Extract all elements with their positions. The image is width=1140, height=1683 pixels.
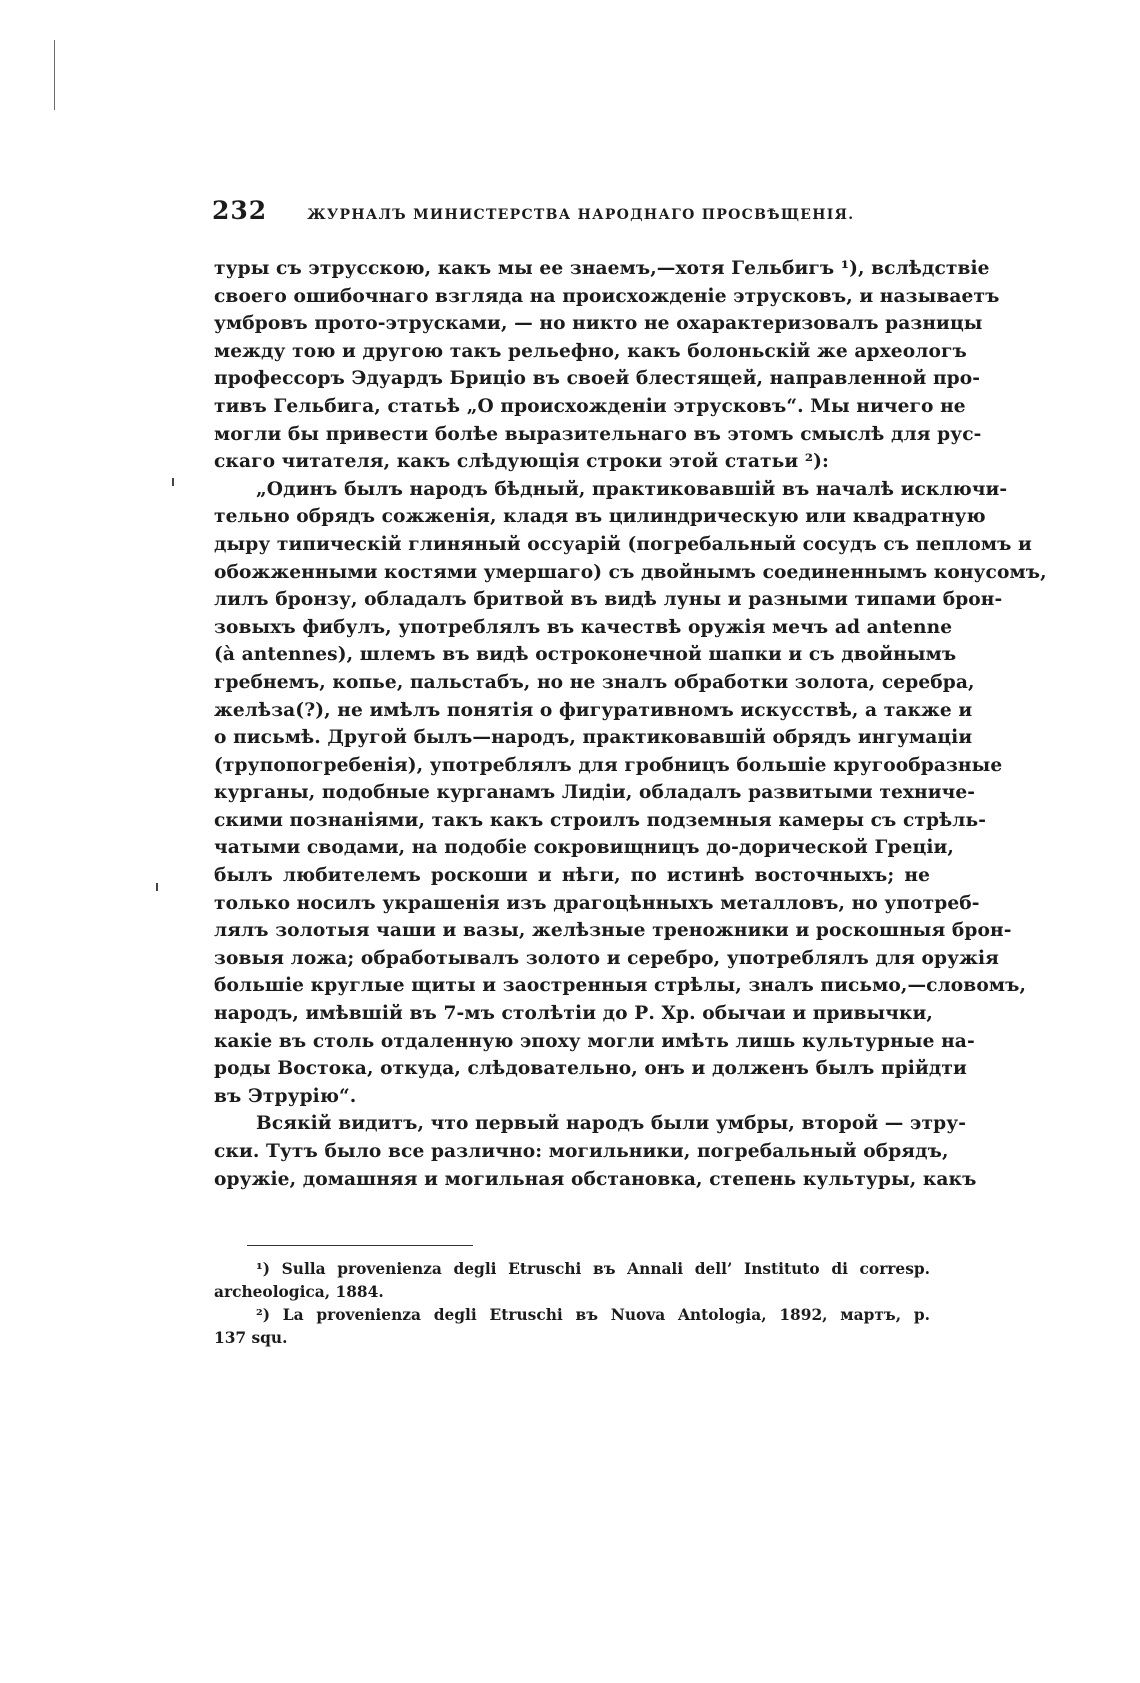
margin-mark bbox=[172, 478, 174, 486]
page-number: 232 bbox=[212, 196, 268, 225]
text-line: роды Востока, откуда, слѣдовательно, онъ и долженъ былъ прійдти bbox=[214, 1058, 967, 1080]
footnote-separator bbox=[247, 1245, 473, 1246]
text-line: своего ошибочнаго взгляда на происхожденіе этрусковъ, и называетъ bbox=[214, 285, 1000, 307]
text-line: курганы, подобные курганамъ Лидіи, обладалъ развитыми техниче- bbox=[214, 782, 976, 804]
text-line: какіе въ столь отдаленную эпоху могли имѣть лишь культурные на- bbox=[214, 1030, 975, 1052]
text-line: Всякій видитъ, что первый народъ были умбры, второй — этру- bbox=[256, 1113, 967, 1135]
page-header bbox=[212, 196, 920, 236]
text-line: тельно обрядъ сожженія, кладя въ цилиндрическую или квадратную bbox=[214, 506, 986, 528]
text-line: большіе круглые щиты и заостренныя стрѣлы, зналъ письмо,—словомъ, bbox=[214, 975, 1027, 997]
text-line: лялъ золотыя чаши и вазы, желѣзные треножники и роскошныя брон- bbox=[214, 920, 1012, 942]
text-line: „Одинъ былъ народъ бѣдный, практиковавшій въ началѣ исключи- bbox=[256, 478, 1008, 500]
text-line: обожженными костями умершаго) съ двойнымъ соединеннымъ конусомъ, bbox=[214, 561, 1047, 583]
text-line: былъ любителемъ роскоши и нѣги, по истинѣ восточныхъ; не bbox=[214, 865, 930, 887]
text-line: дыру типическій глиняный оссуарій (погребальный сосудъ съ пепломъ и bbox=[214, 533, 1032, 555]
text-line: лилъ бронзу, обладалъ бритвой въ видѣ луны и разными типами брон- bbox=[214, 589, 1003, 611]
text-line: только носилъ украшенія изъ драгоцѣнныхъ металловъ, но употреб- bbox=[214, 892, 980, 914]
footnote-line: ¹) Sulla provenienza degli Etruschi въ Annali dell’ Instituto di corresp. bbox=[256, 1260, 930, 1278]
text-line: туры съ этрусскою, какъ мы ее знаемъ,—хотя Гельбигъ ¹), вслѣдствіе bbox=[214, 258, 990, 279]
footnote-line: ²) La provenienza degli Etruschi въ Nuova Antologia, 1892, мартъ, p. bbox=[256, 1306, 930, 1324]
margin-mark bbox=[156, 883, 158, 891]
text-line: о письмѣ. Другой былъ—народъ, практиковавшій обрядъ ингумаціи bbox=[214, 727, 973, 749]
footnote-line: 137 squ. bbox=[214, 1329, 288, 1347]
text-line: зовыхъ фибулъ, употреблялъ въ качествѣ оружія мечъ ad antenne bbox=[214, 616, 953, 638]
text-line: зовыя ложа; обработывалъ золото и серебро, употреблялъ для оружія bbox=[214, 947, 999, 969]
margin-rule bbox=[54, 40, 55, 110]
text-line: чатыми сводами, на подобіе сокровищницъ до-дорической Греціи, bbox=[214, 837, 954, 859]
text-line: гребнемъ, копье, пальстабъ, но не зналъ обработки золота, серебра, bbox=[214, 671, 975, 693]
text-line: скаго читателя, какъ слѣдующія строки этой статьи ²): bbox=[214, 451, 829, 473]
body-text bbox=[214, 255, 1047, 1193]
text-line: могли бы привести болѣе выразительнаго въ этомъ смыслѣ для рус- bbox=[214, 423, 982, 445]
footnotes bbox=[214, 1258, 930, 1350]
text-line: скими познаніями, такъ какъ строилъ подземныя камеры съ стрѣль- bbox=[214, 809, 987, 831]
running-head: ЖУРНАЛЪ МИНИСТЕРСТВА НАРОДНАГО ПРОСВѢЩЕНІЯ. bbox=[307, 207, 855, 223]
text-line: (трупопогребенія), употреблялъ для гробницъ большіе кругообразные bbox=[214, 754, 1003, 776]
text-line: въ Этрурію“. bbox=[214, 1085, 357, 1107]
text-line: желѣза(?), не имѣлъ понятія о фигуративномъ искусствѣ, а также и bbox=[214, 699, 973, 721]
text-line: между тою и другою такъ рельефно, какъ болоньскій же археологъ bbox=[214, 340, 967, 362]
text-line: ски. Тутъ было все различно: могильники, погребальный обрядъ, bbox=[214, 1141, 949, 1162]
text-line: умбровъ прото-этрусками, — но никто не охарактеризовалъ разницы bbox=[214, 313, 983, 335]
text-line: тивъ Гельбига, статьѣ „О происхожденіи этрусковъ“. Мы ничего не bbox=[214, 395, 966, 417]
text-line: профессоръ Эдуардъ Бриціо въ своей блестящей, направленной про- bbox=[214, 368, 981, 390]
text-line: (à antennes), шлемъ въ видѣ остроконечной шапки и съ двойнымъ bbox=[214, 644, 957, 666]
text-line: оружіе, домашняя и могильная обстановка, степень культуры, какъ bbox=[214, 1168, 977, 1190]
footnote-line: archeologica, 1884. bbox=[214, 1283, 384, 1301]
text-line: народъ, имѣвшій въ 7-мъ столѣтіи до Р. Хр. обычаи и привычки, bbox=[214, 1003, 933, 1025]
